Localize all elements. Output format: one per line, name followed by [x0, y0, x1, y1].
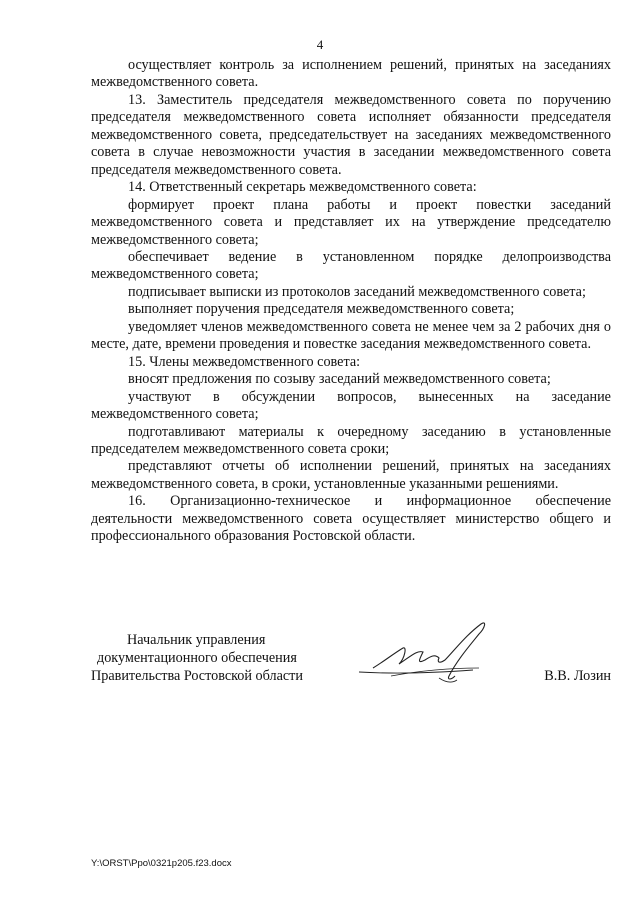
paragraph: осуществляет контроль за исполнением решений, принятых на заседаниях межведомственного совета. [91, 57, 611, 91]
paragraph: вносят предложения по созыву заседаний межведомственного совета; [128, 371, 551, 388]
signatory-title-line-3: Правительства Ростовской области [91, 668, 303, 684]
paragraph: обеспечивает ведение в установленном порядке делопроизводства межведомственного совета; [91, 248, 611, 283]
paragraph: подписывает выписки из протоколов заседаний межведомственного совета; [128, 283, 586, 300]
signatory-title-line-2: документационного обеспечения [97, 650, 297, 666]
page-number: 4 [316, 37, 324, 52]
signatory-title-line-1: Начальник управления [127, 632, 266, 648]
paragraph: 15. Члены межведомственного совета: [128, 353, 361, 370]
paragraph: подготавливают материалы к очередному заседанию в установленные председателем межведомственного совета сроки; [91, 423, 611, 457]
paragraph: выполняет поручения председателя межведомственного совета; [128, 301, 515, 318]
paragraph: 14. Ответственный секретарь межведомственного совета: [128, 179, 477, 196]
handwritten-signature [353, 618, 503, 698]
footer-file-path: Y:\ORST\Ppo\0321p205.f23.docx [91, 858, 232, 869]
paragraph: уведомляет членов межведомственного совета не менее чем за 2 рабочих дня о месте, дате, времени проведения и повестке заседания межведомственного совета. [91, 318, 611, 353]
paragraph: участвуют в обсуждении вопросов, вынесенных на заседание межведомственного совета; [91, 388, 611, 423]
paragraph: формирует проект плана работы и проект повестки заседаний межведомственного совета и представляет их на утверждение председателю межведомственного совета; [91, 196, 611, 248]
signatory-name: В.В. Лозин [544, 668, 611, 684]
paragraph: 16. Организационно-техническое и информационное обеспечение деятельности межведомственного совета осуществляет министерство общего и профессионального образования Ростовской области. [91, 493, 611, 545]
paragraph: представляют отчеты об исполнении решений, принятых на заседаниях межведомственного совета, в сроки, установленные указанными решениями. [91, 458, 611, 492]
paragraph: 13. Заместитель председателя межведомственного совета по поручению председателя межведомственного совета исполняет обязанности председателя межведомственного совета, председательствует на заседаниях межведомственного совета в случае невозможности участия в заседании межведомственного совета председателя межведомственного совета. [91, 91, 611, 178]
document-body [91, 57, 611, 546]
signature-block [91, 632, 611, 712]
